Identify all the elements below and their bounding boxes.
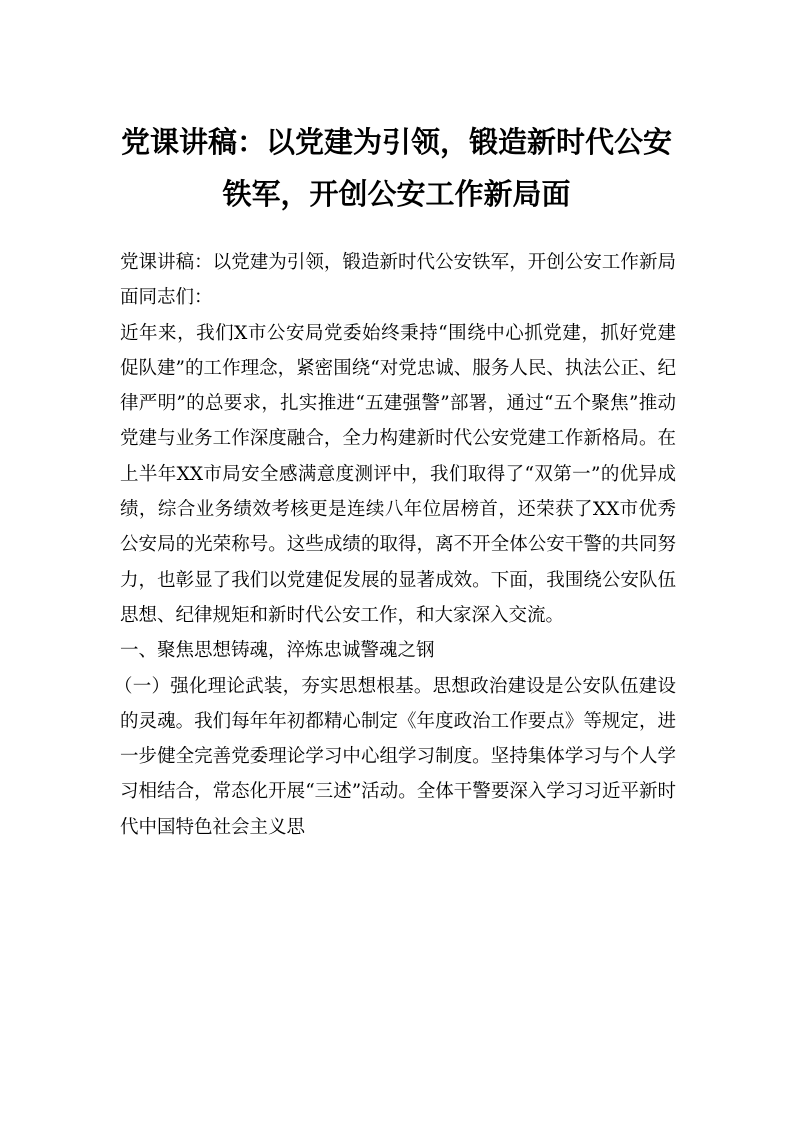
- title-line-2: 铁军，开创公安工作新局面: [222, 177, 571, 211]
- document-body: [114, 245, 676, 845]
- section-heading-1: 一、聚焦思想铸魂，淬炼忠诚警魂之钢: [120, 640, 435, 662]
- paragraph-greeting: 党课讲稿：以党建为引领，锻造新时代公安铁军，开创公安工作新局面同志们：: [120, 252, 676, 309]
- paragraph-intro: 近年来，我们X市公安局党委始终秉持“围绕中心抓党建，抓好党建促队建”的工作理念，紧密围绕“对党忠诚、服务人民、执法公正、纪律严明”的总要求，扎实推进“五建强警”部署，通过“五个聚焦”推动党建与业务工作深度融合，全力构建新时代公安党建工作新格局。在上半年XX市局安全感满意度测评中，我们取得了“双第一”的优异成绩，综合业务绩效考核更是连续八年位居榜首，还荣获了XX市优秀公安局的光荣称号。这些成绩的取得，离不开全体公安干警的共同努力，也彰显了我们以党建促发展的显著成效。下面，我围绕公安队伍思想、纪律规矩和新时代公安工作，和大家深入交流。: [120, 322, 676, 626]
- paragraph-subsection-1: （一）强化理论武装，夯实思想根基。思想政治建设是公安队伍建设的灵魂。我们每年年初都精心制定《年度政治工作要点》等规定，进一步健全完善党委理论学习中心组学习制度。坚持集体学习与个人学习相结合，常态化开展“三述”活动。全体干警要深入学习习近平新时代中国特色社会主义思: [114, 675, 676, 838]
- document-title: [100, 116, 693, 220]
- title-line-1: 党课讲稿：以党建为引领，锻造新时代公安: [120, 125, 672, 159]
